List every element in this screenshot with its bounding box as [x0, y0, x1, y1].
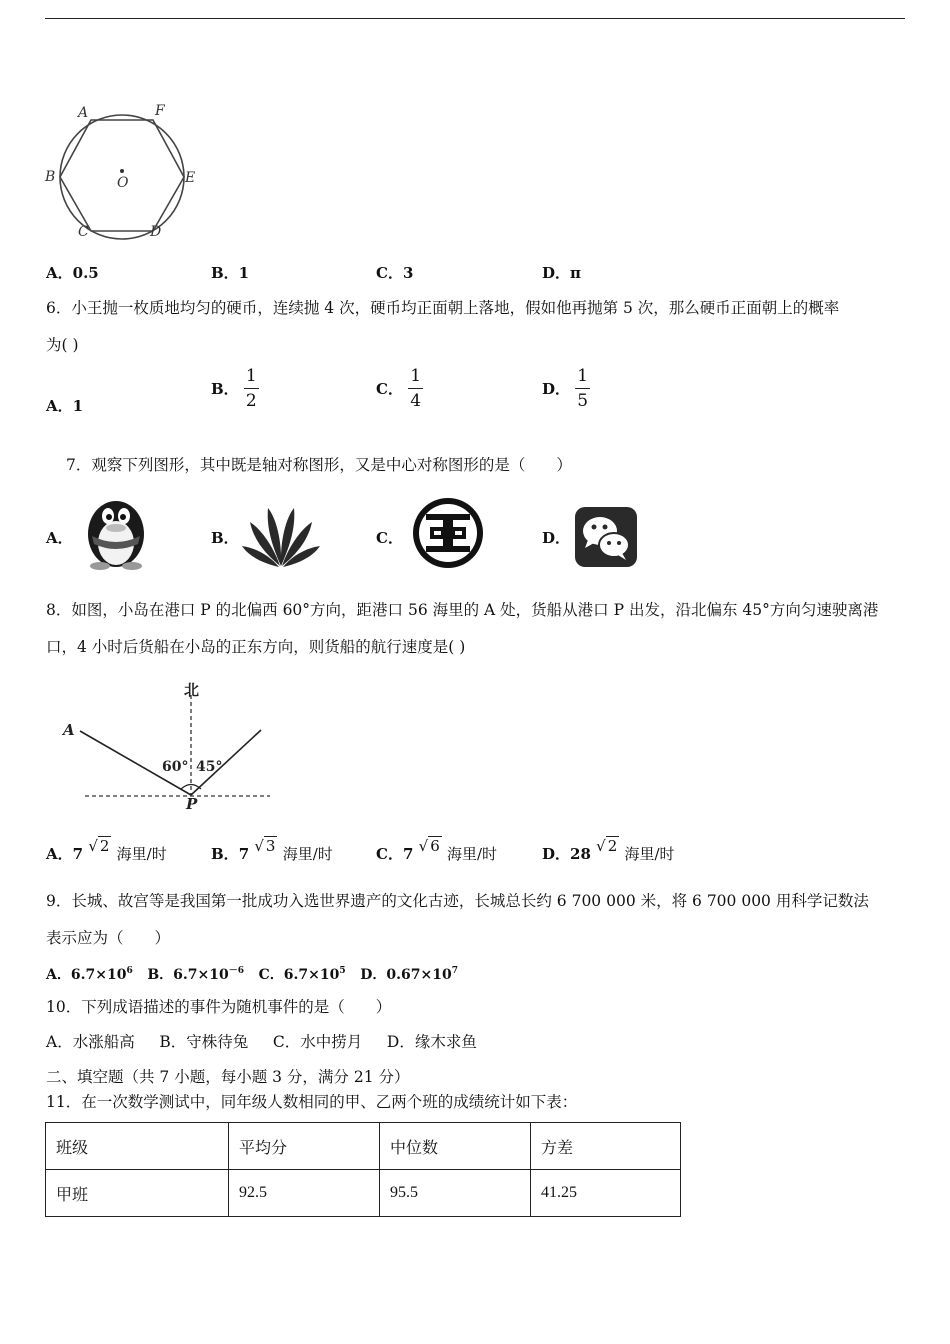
cell-median: 95.5 — [380, 1170, 531, 1217]
label-f: F — [155, 103, 165, 119]
q8-option-a-coef: 7 — [72, 845, 84, 863]
angle-60-label: 60° — [162, 759, 189, 775]
navigation-diagram — [55, 675, 280, 815]
q8-option-c[interactable] — [376, 837, 498, 864]
center-dot — [120, 169, 124, 173]
angle-45-label: 45° — [196, 759, 223, 775]
q9-text-line2: 表示应为（ ） — [46, 929, 171, 947]
q9-text-line1: 9．长城、故宫等是我国第一批成功入选世界遗产的文化古迹，长城总长约 6 700 000 米，将 6 700 000 用科学记数法 — [46, 892, 869, 910]
q9-option-d[interactable]: D．$0.67\times 10^7$ — [360, 966, 458, 983]
q5-option-c[interactable]: C．3 — [376, 264, 414, 282]
q10-option-a[interactable]: A．水涨船高 — [46, 1033, 135, 1051]
q6-option-d-label: D． — [542, 380, 571, 398]
label-b: B — [45, 169, 56, 185]
point-a-label: A — [63, 721, 75, 739]
q8-option-c-label: C． — [376, 845, 403, 863]
label-d: D — [150, 224, 162, 240]
q6-option-c-label: C． — [376, 380, 403, 398]
label-a: A — [78, 105, 89, 121]
table-row — [46, 1170, 681, 1217]
q8-option-c-coef: 7 — [402, 845, 414, 863]
sqrt-symbol: √ 3 — [254, 837, 276, 855]
q9-options-row — [46, 963, 458, 984]
q7-option-d[interactable]: D． — [542, 529, 571, 547]
q8-option-d-unit: 海里/时 — [624, 845, 675, 863]
q8-option-b-unit: 海里/时 — [282, 845, 333, 863]
header-cell-mean: 平均分 — [229, 1123, 380, 1170]
q8-option-b-label: B． — [211, 845, 239, 863]
q11-text: 11．在一次数学测试中，同年级人数相同的甲、乙两个班的成绩统计如下表： — [46, 1093, 578, 1111]
q10-option-d[interactable]: D．缘木求鱼 — [386, 1033, 477, 1051]
fraction-one-half: $\frac{1}{2}$ — [245, 366, 257, 411]
label-o: O — [117, 175, 129, 191]
table-header-row — [46, 1123, 681, 1170]
q9-option-a[interactable]: A．$6.7\times 10^6$ — [46, 966, 133, 983]
label-e: E — [185, 170, 196, 186]
q10-text: 10．下列成语描述的事件为随机事件的是（ ） — [46, 998, 392, 1016]
hexagon-circle-figure — [40, 100, 210, 245]
q8-text-line1: 8．如图，小岛在港口 P 的北偏西 60°方向，距港口 56 海里的 A 处，货船从港口 P 出发，沿北偏东 45°方向匀速驶离港 — [46, 601, 879, 619]
q8-option-d-label: D． — [542, 845, 571, 863]
q6-text-line2: 为( ) — [46, 336, 79, 354]
q7-option-c[interactable]: C． — [376, 529, 403, 547]
penguin-logo-image — [76, 488, 156, 570]
chat-logo-image — [574, 506, 638, 568]
q8-option-a-unit: 海里/时 — [116, 845, 167, 863]
header-rule — [45, 18, 905, 19]
sqrt-symbol: √ 6 — [418, 837, 440, 855]
q8-option-d[interactable] — [542, 837, 675, 864]
q7-option-b[interactable]: B． — [211, 529, 239, 547]
q8-text-line2: 口，4 小时后货船在小岛的正东方向，则货船的航行速度是( ) — [46, 638, 466, 656]
fraction-one-fifth: $\frac{1}{5}$ — [577, 366, 589, 411]
q6-option-d[interactable] — [542, 366, 590, 411]
q7-text: 7．观察下列图形，其中既是轴对称图形，又是中心对称图形的是（ ） — [66, 456, 572, 474]
q8-option-d-coef: 28 — [570, 845, 591, 863]
header-cell-variance: 方差 — [531, 1123, 681, 1170]
q6-text-line1: 6．小王抛一枚质地均匀的硬币，连续抛 4 次，硬币均正面朝上落地，假如他再抛第 5 次，那么硬币正面朝上的概率 — [46, 299, 840, 317]
q7-option-a[interactable]: A． — [46, 529, 73, 547]
point-p-label: P — [186, 795, 198, 813]
cell-class-name: 甲班 — [46, 1170, 229, 1217]
q6-option-a[interactable]: A．1 — [46, 397, 84, 415]
header-cell-median: 中位数 — [380, 1123, 531, 1170]
label-c: C — [78, 224, 89, 240]
q8-option-b-coef: 7 — [238, 845, 250, 863]
fraction-one-quarter: $\frac{1}{4}$ — [410, 366, 422, 411]
cell-variance: 41.25 — [531, 1170, 681, 1217]
bank-logo-image — [408, 494, 488, 572]
cell-mean: 92.5 — [229, 1170, 380, 1217]
north-label: 北 — [184, 681, 200, 699]
q6-option-b-label: B． — [211, 380, 239, 398]
petal-logo-image — [240, 500, 322, 572]
q10-option-c[interactable]: C．水中捞月 — [272, 1033, 363, 1051]
q5-option-d[interactable]: D．π — [542, 264, 581, 282]
q8-option-a-label: A． — [46, 845, 73, 863]
q10-option-b[interactable]: B．守株待兔 — [159, 1033, 249, 1051]
score-table — [45, 1122, 681, 1217]
sqrt-symbol: √ 2 — [88, 837, 110, 855]
sqrt-symbol: √ 2 — [596, 837, 618, 855]
header-cell-class: 班级 — [46, 1123, 229, 1170]
q6-option-c[interactable] — [376, 366, 423, 411]
q9-option-b[interactable]: B．$6.7\times 10^{-6}$ — [147, 966, 244, 983]
q6-option-b[interactable] — [211, 366, 259, 411]
q5-option-a[interactable]: A．0.5 — [46, 264, 99, 282]
q8-option-c-unit: 海里/时 — [446, 845, 498, 863]
section-heading: 二、填空题（共 7 小题，每小题 3 分，满分 21 分） — [46, 1068, 410, 1086]
q9-option-c[interactable]: C．$6.7\times 10^5$ — [258, 966, 346, 983]
q8-option-b[interactable] — [211, 837, 333, 864]
q8-option-a[interactable] — [46, 837, 167, 864]
q10-options-row — [46, 1032, 477, 1052]
q5-option-b[interactable]: B．1 — [211, 264, 250, 282]
